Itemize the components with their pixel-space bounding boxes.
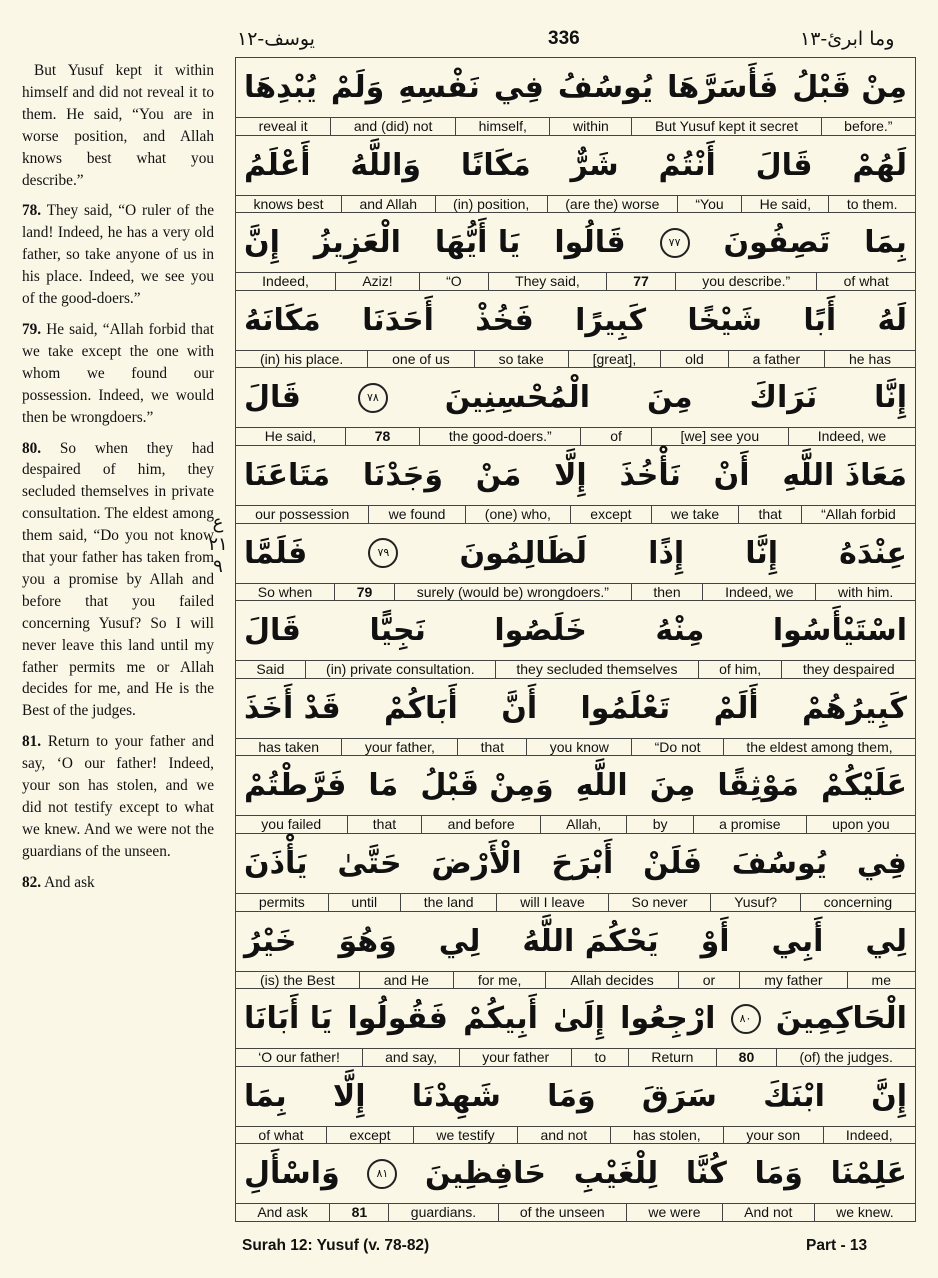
gloss-cell: (of) the judges. bbox=[776, 1049, 915, 1067]
arabic-word: أَنَّ bbox=[501, 690, 538, 726]
gloss-cell: surely (would be) wrongdoers.” bbox=[394, 584, 631, 602]
verse-row bbox=[236, 291, 915, 369]
arabic-word: عَلِمْنَا bbox=[830, 1156, 907, 1192]
gloss-cell: we were bbox=[626, 1204, 722, 1222]
gloss-cell: the land bbox=[400, 894, 496, 912]
english-gloss-line bbox=[236, 893, 915, 912]
verse-end-marker: ٧٩ bbox=[368, 538, 398, 568]
verse-number: 82. bbox=[22, 873, 42, 891]
arabic-word: مَكَانَهُ bbox=[244, 302, 321, 338]
arabic-word: الْعَزِيزُ bbox=[313, 225, 401, 261]
gloss-cell: except bbox=[570, 506, 651, 524]
gloss-cell: with him. bbox=[815, 584, 915, 602]
english-gloss-line bbox=[236, 815, 915, 834]
arabic-word: إِلَّا bbox=[332, 1078, 366, 1114]
english-gloss-line bbox=[236, 505, 915, 524]
arabic-word: وَمِنْ قَبْلُ bbox=[420, 768, 554, 804]
gloss-cell: before.” bbox=[821, 118, 915, 136]
verse-row bbox=[236, 58, 915, 136]
arabic-line bbox=[236, 601, 915, 660]
arabic-line bbox=[236, 524, 915, 583]
verse-number: 81. bbox=[22, 733, 42, 751]
arabic-word: إِلَىٰ bbox=[553, 1001, 605, 1037]
gloss-cell: a promise bbox=[693, 816, 806, 834]
gloss-cell: and (did) not bbox=[330, 118, 455, 136]
gloss-cell: has taken bbox=[258, 738, 320, 755]
arabic-line bbox=[236, 136, 915, 195]
verse-row bbox=[236, 679, 915, 757]
english-gloss-line bbox=[236, 738, 915, 757]
arabic-word: مَكَانًا bbox=[460, 147, 531, 183]
arabic-word: مَنْ bbox=[475, 457, 522, 493]
translation-paragraph bbox=[22, 731, 214, 862]
english-gloss-line bbox=[236, 350, 915, 369]
arabic-word: مِنْ قَبْلُ bbox=[792, 70, 907, 105]
verse-row bbox=[236, 834, 915, 912]
gloss-cell: Indeed, bbox=[262, 273, 309, 290]
gloss-cell: 80 bbox=[716, 1049, 777, 1067]
verse-end-marker: ٨٠ bbox=[731, 1004, 761, 1034]
gloss-cell: And ask bbox=[257, 1204, 308, 1221]
arabic-word: اسْتَيْأَسُوا bbox=[772, 613, 907, 649]
gloss-cell: they secluded themselves bbox=[495, 661, 698, 679]
gloss-cell: that bbox=[738, 506, 801, 524]
gloss-cell: ‘O our father! bbox=[258, 1049, 340, 1066]
english-gloss-line bbox=[236, 583, 915, 602]
gloss-cell: (is) the Best bbox=[260, 971, 335, 988]
arabic-word: قَدْ أَخَذَ bbox=[244, 690, 341, 726]
arabic-word: الْمُحْسِنِينَ bbox=[444, 380, 591, 416]
arabic-word: وَاسْأَلِ bbox=[244, 1156, 340, 1192]
translation-text: But Yusuf kept it within himself and did not reveal it to them. He said, “You are in worse position, and Allah knows best what you describe.” bbox=[22, 62, 214, 189]
gloss-cell: permits bbox=[258, 893, 305, 910]
gloss-cell: except bbox=[326, 1127, 413, 1145]
verse-row bbox=[236, 446, 915, 524]
arabic-word: مَوْثِقًا bbox=[717, 768, 799, 804]
arabic-word: مِنَ bbox=[649, 768, 696, 804]
arabic-word: مَتَاعَنَا bbox=[244, 457, 331, 493]
gloss-cell: by bbox=[626, 816, 692, 834]
gloss-cell: 77 bbox=[606, 273, 675, 291]
arabic-word: يَا أَبَانَا bbox=[244, 1001, 333, 1037]
arabic-word: فَلَمَّا bbox=[244, 535, 308, 571]
gloss-cell: of bbox=[580, 428, 650, 446]
gloss-cell: (in) his place. bbox=[259, 350, 344, 367]
arabic-word: أَبًا bbox=[803, 302, 837, 338]
arabic-word: فِي bbox=[856, 845, 907, 881]
gloss-cell: you describe.” bbox=[675, 273, 816, 291]
translation-paragraph bbox=[22, 872, 214, 894]
english-gloss-line bbox=[236, 1203, 915, 1222]
arabic-word: اللَّهِ bbox=[575, 768, 628, 804]
arabic-word: لِي bbox=[438, 923, 481, 959]
gloss-cell: Indeed, we bbox=[702, 584, 815, 602]
arabic-word: بِمَا bbox=[244, 1078, 287, 1114]
gloss-cell: of the unseen bbox=[498, 1204, 627, 1222]
gloss-cell: guardians. bbox=[388, 1204, 497, 1222]
gloss-cell: so take bbox=[474, 351, 568, 369]
arabic-word: فَلَنْ bbox=[643, 845, 702, 881]
arabic-word: مَا bbox=[368, 768, 399, 804]
verse-row bbox=[236, 1067, 915, 1145]
gloss-cell: (in) private consultation. bbox=[305, 661, 495, 679]
gloss-cell: They said, bbox=[488, 273, 606, 291]
gloss-cell: “Do not bbox=[631, 739, 723, 757]
arabic-word: نَأْخُذَ bbox=[619, 457, 681, 493]
arabic-word: إِنَّ bbox=[244, 225, 280, 261]
gloss-cell: of what bbox=[816, 273, 915, 291]
arabic-word: فَخُذْ bbox=[475, 302, 534, 338]
gloss-cell: “You bbox=[677, 196, 741, 214]
gloss-cell: then bbox=[631, 584, 703, 602]
verse-number: 78. bbox=[22, 202, 42, 220]
part-name-header: وما ابرئ-١٣ bbox=[800, 28, 895, 50]
gloss-cell: So when bbox=[257, 583, 313, 600]
gloss-cell: (are the) worse bbox=[547, 196, 677, 214]
arabic-word: الْحَاكِمِينَ bbox=[775, 1001, 907, 1037]
arabic-line bbox=[236, 679, 915, 738]
arabic-word: يَا أَيُّهَا bbox=[434, 225, 521, 261]
gloss-cell: and Allah bbox=[341, 196, 435, 214]
gloss-cell: we take bbox=[651, 506, 739, 524]
arabic-line bbox=[236, 912, 915, 971]
arabic-word: فَقُولُوا bbox=[347, 1001, 448, 1037]
gloss-cell: you failed bbox=[261, 816, 322, 833]
translation-text: They said, “O ruler of the land! Indeed, he has a very old father, so take anyone of us in his place. Indeed, we see you of the good-doers.” bbox=[22, 202, 214, 308]
gloss-cell: and before bbox=[421, 816, 540, 834]
arabic-word: وَهُوَ bbox=[338, 923, 397, 959]
verse-number: 80. bbox=[22, 439, 42, 457]
arabic-word: حَتَّىٰ bbox=[337, 845, 402, 881]
arabic-word: وَمَا bbox=[754, 1156, 803, 1192]
gloss-cell: has stolen, bbox=[610, 1127, 723, 1145]
arabic-word: شَرٌّ bbox=[570, 147, 619, 183]
gloss-cell: the good-doers.” bbox=[419, 428, 580, 446]
verse-row bbox=[236, 756, 915, 834]
gloss-cell: my father bbox=[739, 972, 846, 990]
gloss-cell: and say, bbox=[362, 1049, 459, 1067]
arabic-word: أَبْرَحَ bbox=[551, 845, 614, 881]
arabic-word: قَالُوا bbox=[554, 225, 626, 261]
arabic-word: كُنَّا bbox=[685, 1156, 727, 1192]
gloss-cell: himself, bbox=[455, 118, 549, 136]
translation-text: Return to your father and say, ‘O our father! Indeed, your son has stolen, and we did not testify except to what we knew. And we were not the guardians of the unseen. bbox=[22, 733, 215, 860]
arabic-word: وَاللَّهُ bbox=[350, 147, 422, 183]
arabic-line bbox=[236, 756, 915, 815]
surah-name-header: يوسف-١٢ bbox=[237, 28, 315, 50]
verse-row bbox=[236, 368, 915, 446]
verse-row bbox=[236, 989, 915, 1067]
gloss-cell: Allah decides bbox=[545, 972, 677, 990]
gloss-cell: the eldest among them, bbox=[723, 739, 915, 757]
gloss-cell: And not bbox=[722, 1204, 814, 1222]
arabic-line bbox=[236, 1144, 915, 1203]
gloss-cell: Yusuf? bbox=[710, 894, 799, 912]
arabic-word: أَبِيكُمْ bbox=[463, 1001, 538, 1037]
arabic-word: أَنْتُمْ bbox=[658, 147, 716, 183]
gloss-cell: one of us bbox=[367, 351, 473, 369]
gloss-cell: will I leave bbox=[496, 894, 607, 912]
translation-paragraph bbox=[22, 200, 214, 310]
arabic-word: نَفْسِهِ bbox=[398, 70, 480, 105]
arabic-word: لَهُ bbox=[877, 302, 907, 338]
gloss-cell: to bbox=[571, 1049, 628, 1067]
gloss-cell: 78 bbox=[345, 428, 419, 446]
verse-end-marker: ٨١ bbox=[367, 1159, 397, 1189]
arabic-word: سَرَقَ bbox=[641, 1078, 717, 1114]
arabic-word: مِنْهُ bbox=[655, 613, 705, 649]
gloss-cell: we testify bbox=[413, 1127, 517, 1145]
word-by-word-grid bbox=[235, 57, 916, 1222]
arabic-word: أَنْ bbox=[713, 457, 750, 493]
gloss-cell: Return bbox=[628, 1049, 715, 1067]
arabic-word: عِنْدَهُ bbox=[839, 535, 907, 571]
english-gloss-line bbox=[236, 660, 915, 679]
arabic-line bbox=[236, 1067, 915, 1126]
gloss-cell: Aziz! bbox=[335, 273, 419, 291]
translation-paragraph bbox=[22, 438, 214, 723]
arabic-word: ارْجِعُوا bbox=[620, 1001, 716, 1037]
translation-text: He said, “Allah forbid that we take except the one with whom we found our possession. Indeed, we would then be wrongdoers.” bbox=[22, 320, 214, 426]
gloss-cell: Indeed, bbox=[823, 1127, 915, 1145]
arabic-word: لَهُمْ bbox=[852, 147, 907, 183]
arabic-word: وَمَا bbox=[547, 1078, 596, 1114]
arabic-word: كَبِيرُهُمْ bbox=[802, 690, 907, 726]
arabic-word: أَبِي bbox=[771, 923, 824, 959]
gloss-cell: your father, bbox=[341, 739, 457, 757]
gloss-cell: [great], bbox=[568, 351, 660, 369]
english-gloss-line bbox=[236, 1048, 915, 1067]
verse-end-marker: ٧٨ bbox=[358, 383, 388, 413]
arabic-word: أَبَاكُمْ bbox=[384, 690, 458, 726]
arabic-line bbox=[236, 58, 915, 117]
ruku-mark: ع ٢١ ٩ bbox=[208, 512, 228, 577]
arabic-word: أَعْلَمُ bbox=[244, 147, 311, 183]
gloss-cell: Allah, bbox=[540, 816, 627, 834]
arabic-word: الْأَرْضَ bbox=[431, 845, 522, 881]
arabic-word: لِلْغَيْبِ bbox=[573, 1156, 659, 1192]
arabic-word: إِذًا bbox=[648, 535, 685, 571]
footer-part: Part - 13 bbox=[806, 1237, 868, 1254]
gloss-cell: he has bbox=[824, 351, 915, 369]
gloss-cell: 79 bbox=[334, 584, 394, 602]
arabic-word: فَرَّطْتُمْ bbox=[244, 768, 347, 804]
translation-paragraph bbox=[22, 319, 214, 429]
gloss-cell: we knew. bbox=[814, 1204, 915, 1222]
arabic-word: وَلَمْ bbox=[330, 70, 385, 105]
gloss-cell: we found bbox=[368, 506, 464, 524]
gloss-cell: upon you bbox=[806, 816, 915, 834]
gloss-cell: or bbox=[678, 972, 739, 990]
gloss-cell: But Yusuf kept it secret bbox=[631, 118, 820, 136]
gloss-cell: (in) position, bbox=[435, 196, 547, 214]
english-gloss-line bbox=[236, 1126, 915, 1145]
gloss-cell: you know bbox=[526, 739, 631, 757]
gloss-cell: me bbox=[847, 972, 915, 990]
arabic-word: عَلَيْكُمْ bbox=[821, 768, 907, 804]
arabic-word: قَالَ bbox=[244, 380, 301, 416]
arabic-word: نَجِيًّا bbox=[369, 613, 426, 649]
arabic-word: يُوسُفَ bbox=[731, 845, 828, 881]
gloss-cell: our possession bbox=[255, 505, 350, 522]
verse-number: 79. bbox=[22, 320, 42, 338]
gloss-cell: knows best bbox=[253, 195, 324, 212]
arabic-line bbox=[236, 213, 915, 272]
arabic-word: قَالَ bbox=[755, 147, 813, 183]
gloss-cell: [we] see you bbox=[651, 428, 788, 446]
english-gloss-line bbox=[236, 195, 915, 214]
arabic-line bbox=[236, 446, 915, 505]
arabic-word: إِلَّا bbox=[554, 457, 587, 493]
arabic-word: أَلَمْ bbox=[713, 690, 759, 726]
gloss-cell: concerning bbox=[800, 894, 915, 912]
arabic-line bbox=[236, 989, 915, 1048]
verse-row bbox=[236, 1144, 915, 1222]
verse-row bbox=[236, 912, 915, 990]
gloss-cell: your father bbox=[459, 1049, 571, 1067]
gloss-cell: for me, bbox=[453, 972, 546, 990]
gloss-cell: that bbox=[457, 739, 526, 757]
gloss-cell: until bbox=[328, 894, 400, 912]
arabic-word: شَيْخًا bbox=[687, 302, 763, 338]
verse-row bbox=[236, 136, 915, 214]
english-gloss-line bbox=[236, 971, 915, 990]
arabic-word: خَيْرُ bbox=[244, 923, 297, 959]
gloss-cell: Indeed, we bbox=[788, 428, 915, 446]
arabic-word: يُبْدِهَا bbox=[244, 70, 317, 105]
arabic-word: لِي bbox=[865, 923, 907, 959]
verse-row bbox=[236, 524, 915, 602]
arabic-word: لَظَالِمُونَ bbox=[459, 535, 588, 571]
arabic-word: وَجَدْنَا bbox=[362, 457, 443, 493]
arabic-word: يُوسُفُ bbox=[557, 70, 654, 105]
english-gloss-line bbox=[236, 427, 915, 446]
arabic-word: بِمَا bbox=[864, 225, 907, 261]
gloss-cell: So never bbox=[608, 894, 711, 912]
gloss-cell: He said, bbox=[264, 428, 317, 445]
page-number: 336 bbox=[548, 28, 580, 49]
verse-end-marker: ٧٧ bbox=[660, 228, 690, 258]
gloss-cell: (one) who, bbox=[465, 506, 570, 524]
arabic-word: فَأَسَرَّهَا bbox=[667, 70, 779, 105]
translation-paragraph bbox=[22, 60, 214, 191]
gloss-cell: Said bbox=[256, 661, 285, 678]
arabic-word: إِنَّا bbox=[874, 380, 907, 416]
arabic-word: كَبِيرًا bbox=[575, 302, 647, 338]
arabic-word: يَحْكُمَ اللَّهُ bbox=[522, 923, 659, 959]
arabic-line bbox=[236, 291, 915, 350]
gloss-cell: of what bbox=[258, 1126, 304, 1143]
arabic-word: شَهِدْنَا bbox=[411, 1078, 501, 1114]
gloss-cell: He said, bbox=[741, 196, 828, 214]
arabic-line bbox=[236, 368, 915, 427]
arabic-word: أَحَدَنَا bbox=[362, 302, 434, 338]
english-gloss-line bbox=[236, 117, 915, 136]
translation-column bbox=[22, 60, 214, 903]
english-gloss-line bbox=[236, 272, 915, 291]
arabic-word: مَعَاذَ اللَّهِ bbox=[782, 457, 907, 493]
gloss-cell: 81 bbox=[329, 1204, 388, 1222]
arabic-word: يَأْذَنَ bbox=[244, 845, 308, 881]
verse-row bbox=[236, 213, 915, 291]
verse-row bbox=[236, 601, 915, 679]
gloss-cell: and not bbox=[517, 1127, 609, 1145]
gloss-cell: of him, bbox=[698, 661, 782, 679]
gloss-cell: they despaired bbox=[781, 661, 915, 679]
gloss-cell: your son bbox=[723, 1127, 822, 1145]
arabic-word: إِنَّا bbox=[745, 535, 779, 571]
arabic-word: نَرَاكَ bbox=[749, 380, 818, 416]
footer-surah-reference: Surah 12: Yusuf (v. 78-82) bbox=[242, 1237, 430, 1254]
translation-text: And ask bbox=[44, 873, 95, 891]
gloss-cell: to them. bbox=[828, 196, 915, 214]
gloss-cell: “Allah forbid bbox=[801, 506, 915, 524]
arabic-word: أَوْ bbox=[700, 923, 730, 959]
arabic-word: حَافِظِينَ bbox=[425, 1156, 547, 1192]
gloss-cell: “O bbox=[419, 273, 488, 291]
arabic-word: خَلَصُوا bbox=[494, 613, 587, 649]
arabic-word: تَصِفُونَ bbox=[723, 225, 831, 261]
arabic-word: قَالَ bbox=[244, 613, 301, 649]
gloss-cell: old bbox=[660, 351, 728, 369]
gloss-cell: and He bbox=[359, 972, 453, 990]
gloss-cell: that bbox=[347, 816, 422, 834]
arabic-line bbox=[236, 834, 915, 893]
gloss-cell: within bbox=[549, 118, 631, 136]
gloss-cell: reveal it bbox=[258, 118, 308, 134]
arabic-word: إِنَّ bbox=[871, 1078, 907, 1114]
arabic-word: مِنَ bbox=[647, 380, 693, 416]
translation-text: So when they had despaired of him, they secluded themselves in private consultation. The eldest among them said, “Do you not know that your father has taken from you a promise by Allah and before that you failed concerning Yusuf? So I will never leave this land until my father permits me or Allah decides for me, and He is the Best of the judges. bbox=[22, 439, 215, 720]
arabic-word: ابْنَكَ bbox=[763, 1078, 825, 1114]
arabic-word: فِي bbox=[493, 70, 544, 105]
gloss-cell: a father bbox=[728, 351, 824, 369]
arabic-word: تَعْلَمُوا bbox=[580, 690, 671, 726]
